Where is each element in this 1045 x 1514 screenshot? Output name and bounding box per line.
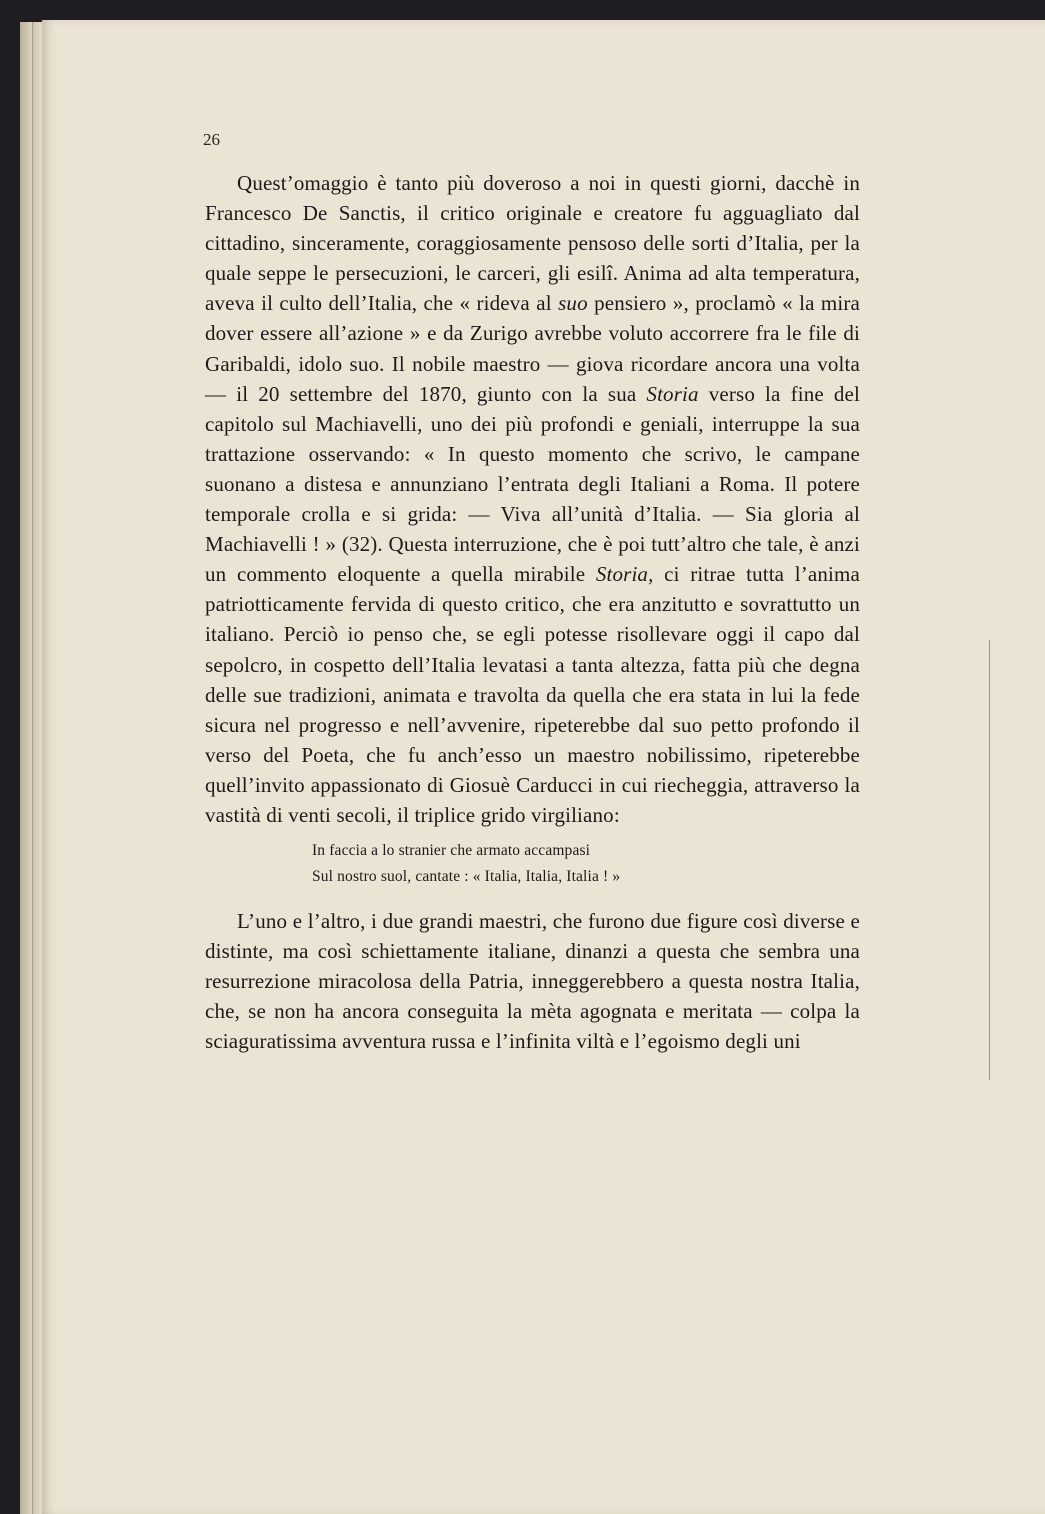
verse-line-2: Sul nostro suol, cantate : « Italia, Italia, Italia ! »	[312, 868, 621, 886]
margin-line	[989, 640, 990, 1080]
paragraph-1-part-1: Quest’omaggio è tanto più doveroso a noi in questi giorni, dacchè in Francesco De Sanctis, il critico originale e creatore fu agguagliato dal cittadino, sinceramente, coraggiosamente pensoso delle sorti d’Italia, per la quale seppe le persecuzioni, le carceri, gli esilî. Anima ad alta temperatura, aveva il culto dell’Italia, che « rideva al	[205, 171, 860, 316]
paragraph-1-part-3: verso la fine del capitolo sul Machiavelli, uno dei più profondi e geniali, interruppe la sua trattazione osservando: « In questo momento che scrivo, le campane suonano a distesa e annunziano l’entrata degli Italiani a Roma. Il potere temporale crolla e si grida: — Viva all’unità d’Italia. — Sia gloria al Machiavelli ! » (32). Questa interruzione, che è poi tutt’altro che tale, è anzi un commento eloquente a quella mirabile	[205, 381, 860, 587]
paragraph-1-part-4: ci ritrae tutta l’anima patriotticamente fervida di questo critico, che era anzitutto e sovrattutto un italiano. Perciò io penso che, se egli potesse risollevare oggi il capo dal sepolcro, in cospetto dell’Italia levatasi a tanta altezza, fatta più che degna delle sue tradizioni, animata e travolta da quella che era stata in lui la fede sicura nel progresso e nell’avvenire, ripeterebbe dal suo petto profondo il verso del Poeta, che fu anch’esso un maestro nobilissimo, ripeterebbe quell’invito appassionato di Giosuè Carducci in cui riecheggia, attraverso la vastità di venti secoli, il triplice grido virgiliano:	[205, 562, 860, 827]
page-number: 26	[203, 130, 220, 149]
italic-storia-2: Storia,	[595, 562, 654, 587]
verse-line-1: In faccia a lo stranier che armato accampasi	[312, 842, 591, 860]
paragraph-1	[205, 168, 860, 830]
paragraph-2: L’uno e l’altro, i due grandi maestri, che furono due figure così diverse e distinte, ma così schiettamente italiane, dinanzi a questa che sembra una resurrezione miracolosa della Patria, inneggerebbero a questa nostra Italia, che, se non ha ancora conseguita la mèta agognata e meritata — colpa la sciaguratissima avventura russa e l’infinita viltà e l’egoismo degli uni	[205, 909, 860, 1054]
paragraph-1-part-2: pensiero », proclamò « la mira dover essere all’azione » e da Zurigo avrebbe voluto accorrere fra le file di Garibaldi, idolo suo. Il nobile maestro — giova ricordare ancora una volta — il 20 settembre del 1870, giunto con la sua	[205, 291, 861, 406]
italic-suo: suo	[558, 291, 588, 316]
italic-storia-1: Storia	[646, 381, 699, 406]
body-text	[205, 168, 860, 1057]
page-edge-outer	[20, 22, 32, 1514]
verse-quote	[312, 838, 860, 890]
